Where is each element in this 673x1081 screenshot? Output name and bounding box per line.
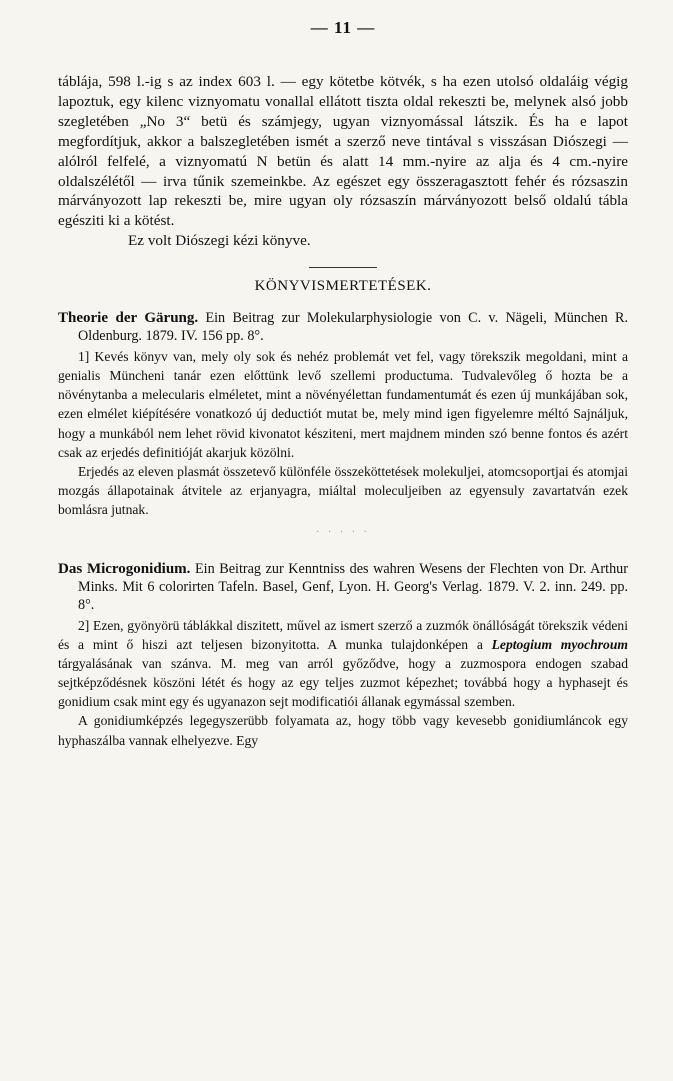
review1-paragraph-2: Erjedés az eleven plasmát összetevő különféle összeköttetések molekuljei, atomcsoportjai és atomjai mozgás állapotainak átvitele az erjanyagra, miáltal moleculjeiben az egyensuly zavartatván ezek bomlásra jutnak. bbox=[58, 463, 628, 517]
review2-header bbox=[58, 560, 628, 614]
review2-para1-pre: 2] Ezen, gyönyörü táblákkal diszitett, művel az ismert szerző a zuzmók önállóságát törekszik védeni és a mint ő hiszi azt teljesen bizonyitotta. A munka tulajdonképen a bbox=[58, 618, 628, 653]
review2-paragraph-1 bbox=[58, 616, 628, 711]
intro-signoff: Ez volt Diószegi kézi könyve. bbox=[128, 232, 311, 250]
review1-paragraph-1: 1] Kevés könyv van, mely oly sok és nehéz problemát vet fel, vagy törekszik megoldani, mint a genialis Müncheni tanár ezen előttünk levő szellemi productuma. Tudvalevőleg ő hozta be a növénytanba a melecularis elméletet, mint a növényélettan fundamentumát és ezen új munkájában sok, ezen elmélet kiépítésére vonatkozó új deductiót mutat be, mely mind igen figyelemre méltó Sajnáljuk, hogy a munkából nem lehet rövid kivonatot késziteni, mert majdnem minden szó benne fontos és azért csak az erjedés definitióját akarjuk közölni. bbox=[58, 349, 628, 460]
review1-citation: Ein Beitrag zur Molekularphysiologie von C. v. Nägeli, München R. Oldenburg. 1879. IV. 156 pp. 8°. bbox=[78, 310, 628, 345]
review2-citation: Ein Beitrag zur Kenntniss des wahren Wesens der Flechten von Dr. Arthur Minks. Mit 6 colorirten Tafeln. Basel, Genf, Lyon. H. Georg's Verlag. 1879. V. 2. inn. 249. pp. 8°. bbox=[78, 561, 628, 613]
page bbox=[58, 18, 628, 750]
review1-title: Theorie der Gärung. bbox=[58, 310, 199, 327]
review2-para1-post: tárgyalásának van szánva. M. meg van arról győződve, hogy a zuzmospora endogen szabad sejtképződésnek köszöni létét és hogy az egy teljes zuzmot képezhet; továbbá hogy a hyphasejt és gonidium csak mint egy és ugyanazon sejt modificatiói állanak egymással szemben. bbox=[58, 656, 628, 710]
section-divider bbox=[309, 267, 377, 268]
section-title: KÖNYVISMERTETÉSEK. bbox=[254, 278, 432, 295]
intro-paragraph: táblája, 598 l.-ig s az index 603 l. — egy kötetbe kötvék, s ha ezen utolsó oldaláig végig lapoztuk, egy kilenc viznyomatu vonallal ellátott tiszta oldal rekeszti be, melynek alsó jobb szegletében „No 3“ betü és számjegy, ugyan viznyomással látszik. És ha e lapot megfordítjuk, akkor a balszegletében ismét a szerző neve tintával s visszásan Diószegi — alólról felfelé, a viznyomatú N betün és alatt 14 mm.-nyire az alja és 4 cm.-nyire oldalszélétől — irva tűnik szemeinkbe. Az egészet egy összeragasztott fehér és rózsaszin márványozott lap rekeszti be, mire ugyan oly rózsaszín márványozott belső oldalú tábla egésziti ki a kötést. bbox=[58, 73, 628, 230]
review2-paragraph-2: A gonidiumképzés legegyszerübb folyamata az, hogy több vagy kevesebb gonidiumláncok egy hyphaszálba vannak elhelyezve. Egy bbox=[58, 713, 628, 748]
review-separator: · · · · · bbox=[316, 527, 370, 538]
review2-title: Das Microgonidium. bbox=[58, 561, 191, 577]
page-number: — 11 — bbox=[310, 18, 376, 37]
review1-header bbox=[58, 309, 628, 345]
species-name: Leptogium myochroum bbox=[491, 637, 628, 653]
